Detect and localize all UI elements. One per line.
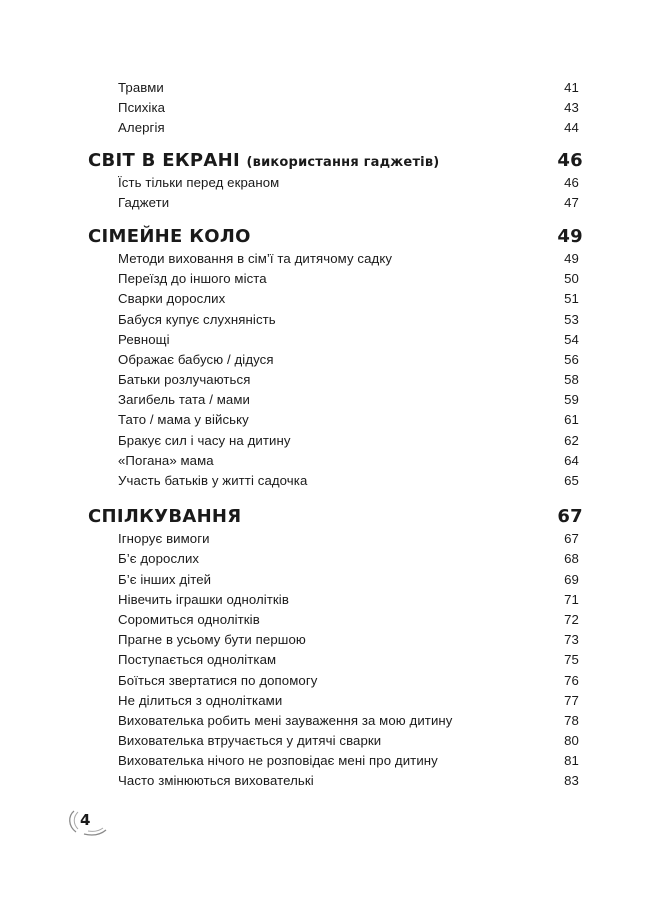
section-title: СІМЕЙНЕ КОЛО bbox=[88, 225, 251, 247]
entry-page: 78 bbox=[564, 712, 579, 728]
entry-title: Переїзд до іншого міста bbox=[118, 271, 267, 287]
toc-entry[interactable] bbox=[88, 751, 583, 771]
entry-page: 72 bbox=[564, 611, 579, 627]
entry-page: 83 bbox=[564, 773, 579, 789]
toc-entry[interactable] bbox=[88, 771, 583, 791]
entry-title: Вихователька робить мені зауваження за мою дитину bbox=[118, 712, 453, 728]
entry-page: 47 bbox=[564, 194, 579, 210]
entry-page: 59 bbox=[564, 392, 579, 408]
toc-entry[interactable] bbox=[88, 590, 583, 610]
toc-entry[interactable] bbox=[88, 289, 583, 309]
entry-title: Участь батьків у житті садочка bbox=[118, 473, 308, 488]
toc-entry[interactable] bbox=[88, 731, 583, 751]
entry-title: Вихователька нічого не розповідає мені про дитину bbox=[118, 753, 438, 769]
entry-title: Ображає бабусю / дідуся bbox=[118, 351, 274, 367]
toc-entry[interactable] bbox=[88, 711, 583, 731]
section-title: СПІЛКУВАННЯ bbox=[88, 506, 242, 528]
entry-title: Боїться звертатися по допомогу bbox=[118, 672, 318, 688]
toc-entry[interactable] bbox=[88, 671, 583, 691]
toc-entry[interactable] bbox=[88, 249, 583, 269]
entry-title: Не ділиться з однолітками bbox=[118, 692, 283, 708]
toc-entry[interactable] bbox=[88, 310, 583, 330]
entry-title: Соромиться однолітків bbox=[118, 611, 260, 627]
entry-page: 44 bbox=[564, 120, 579, 136]
toc-entry[interactable] bbox=[88, 431, 583, 451]
toc-entry[interactable] bbox=[88, 78, 583, 98]
entry-title: Травми bbox=[118, 80, 164, 95]
entry-page: 62 bbox=[564, 432, 579, 448]
toc-entry[interactable] bbox=[88, 330, 583, 350]
entry-title: Тато / мама у війську bbox=[118, 412, 249, 428]
entry-page: 58 bbox=[564, 372, 579, 388]
entry-page: 80 bbox=[564, 733, 579, 749]
entry-title: Алергія bbox=[118, 120, 165, 136]
toc-entry[interactable] bbox=[88, 410, 583, 430]
toc-entry[interactable] bbox=[88, 549, 583, 569]
toc-entry[interactable] bbox=[88, 269, 583, 289]
entry-title: Бракує сил і часу на дитину bbox=[118, 432, 291, 448]
toc-entry[interactable] bbox=[88, 650, 583, 670]
entry-title: Вихователька втручається у дитячі сварки bbox=[118, 733, 382, 749]
toc-entry[interactable] bbox=[88, 451, 583, 471]
entry-page: 77 bbox=[564, 692, 579, 708]
toc-entry[interactable] bbox=[88, 118, 583, 138]
entry-title: Гаджети bbox=[118, 194, 170, 210]
page-number-badge bbox=[64, 808, 110, 838]
section-page: 67 bbox=[557, 506, 583, 528]
entry-page: 56 bbox=[564, 351, 579, 367]
entry-page: 43 bbox=[564, 100, 579, 116]
section-heading[interactable] bbox=[88, 505, 583, 529]
intro-entries bbox=[88, 78, 583, 139]
entry-page: 51 bbox=[564, 291, 579, 307]
entry-title: Їсть тільки перед екраном bbox=[118, 174, 280, 190]
entry-title: Поступається одноліткам bbox=[118, 652, 277, 668]
section-subtitle: (використання гаджетів) bbox=[246, 154, 440, 170]
entry-title: Часто змінюються вихователькі bbox=[118, 773, 314, 789]
section-title: СВІТ В ЕКРАНІ bbox=[88, 149, 240, 171]
toc-entry[interactable] bbox=[88, 193, 583, 213]
toc-entry[interactable] bbox=[88, 350, 583, 370]
toc-entry[interactable] bbox=[88, 570, 583, 590]
entry-page: 50 bbox=[564, 271, 579, 287]
entry-page: 73 bbox=[564, 632, 579, 648]
toc-entry[interactable] bbox=[88, 471, 583, 491]
entry-page: 65 bbox=[564, 473, 579, 488]
section-page: 46 bbox=[557, 149, 583, 171]
entry-page: 49 bbox=[564, 250, 579, 266]
entry-title: Методи виховання в сім’ї та дитячому садку bbox=[118, 250, 393, 266]
entry-title: Б’є дорослих bbox=[118, 551, 200, 567]
toc-entry[interactable] bbox=[88, 630, 583, 650]
entry-page: 61 bbox=[564, 412, 579, 428]
toc-entry[interactable] bbox=[88, 691, 583, 711]
entry-title: Сварки дорослих bbox=[118, 291, 226, 307]
entry-title: Ревнощі bbox=[118, 331, 170, 347]
toc-entry[interactable] bbox=[88, 98, 583, 118]
section-heading[interactable] bbox=[88, 149, 583, 173]
section-page: 49 bbox=[557, 225, 583, 247]
entry-page: 46 bbox=[564, 174, 579, 190]
entry-title: Батьки розлучаються bbox=[118, 372, 251, 388]
toc-entry[interactable] bbox=[88, 610, 583, 630]
entry-page: 67 bbox=[564, 531, 579, 547]
entry-page: 53 bbox=[564, 311, 579, 327]
entry-title: Прагне в усьому бути першою bbox=[118, 632, 306, 648]
entry-title: Ігнорує вимоги bbox=[118, 531, 210, 547]
entry-title: «Погана» мама bbox=[118, 452, 214, 468]
entry-page: 75 bbox=[564, 652, 579, 668]
entry-page: 41 bbox=[564, 80, 579, 95]
toc-entry[interactable] bbox=[88, 529, 583, 549]
page-number: 4 bbox=[80, 811, 91, 829]
entry-title: Психіка bbox=[118, 100, 166, 116]
table-of-contents bbox=[88, 78, 583, 792]
entry-title: Б’є інших дітей bbox=[118, 571, 212, 587]
entry-title: Загибель тата / мами bbox=[118, 392, 250, 408]
entry-page: 69 bbox=[564, 571, 579, 587]
entry-page: 64 bbox=[564, 452, 579, 468]
entry-page: 76 bbox=[564, 672, 579, 688]
entry-page: 54 bbox=[564, 331, 579, 347]
toc-entry[interactable] bbox=[88, 390, 583, 410]
entry-title: Бабуся купує слухняність bbox=[118, 311, 276, 327]
section-heading[interactable] bbox=[88, 225, 583, 249]
toc-entry[interactable] bbox=[88, 370, 583, 390]
toc-entry[interactable] bbox=[88, 173, 583, 193]
entry-page: 81 bbox=[564, 753, 579, 769]
entry-page: 68 bbox=[564, 551, 579, 567]
entry-title: Нівечить іграшки однолітків bbox=[118, 591, 289, 607]
entry-page: 71 bbox=[564, 591, 579, 607]
